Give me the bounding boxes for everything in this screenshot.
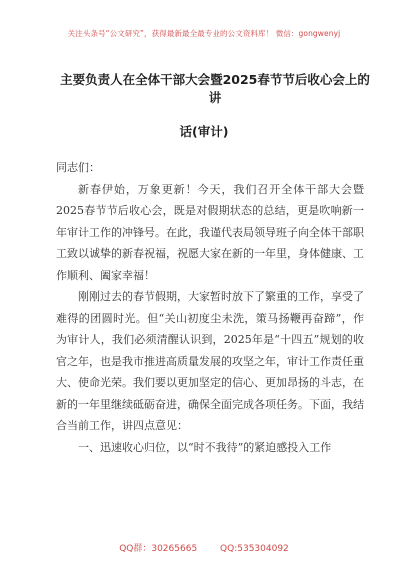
page-header-banner: 关注头条号“公文研究”，获得最新最全最专业的公文资料库！ 微信：gongwenyj <box>67 29 341 38</box>
footer-qq-group: QQ群：30265665 <box>119 544 198 554</box>
document-title: 主要负责人在全体干部大会暨2025春节节后收心会上的讲 <box>60 72 370 105</box>
paragraph: 新春伊始，万象更新！今天，我们召开全体干部大会暨2025春节节后收心会，既是对假期状态的总结，更是吹响新一年审计工作的冲锋号。在此，我谨代表局领导班子向全体干部职工致以诚挚的新春祝福，祝愿大家在新的一年里，身体健康、工作顺利、阖家幸福！ <box>56 182 364 282</box>
footer-qq-contact: QQ:535304092 <box>220 544 289 554</box>
document-title-continued: 话(审计) <box>179 124 229 139</box>
page-footer <box>0 541 408 554</box>
document-body <box>56 157 364 458</box>
salutation: 同志们： <box>56 161 100 174</box>
paragraph: 刚刚过去的春节假期，大家暂时放下了繁重的工作，享受了难得的团圆时光。但“关山初度尘未洗，策马扬鞭再奋蹄”，作为审计人，我们必须清醒认识到，2025年是“十四五”规划的收官之年，也是我市推进高质量发展的攻坚之年，审计工作责任重大、使命光荣。我们要以更加坚定的信心、更加昂扬的斗志，在新的一年里继续砥砺奋进，确保全面完成各项任务。下面，我结合当前工作，讲四点意见： <box>56 290 364 432</box>
section-heading: 一、迅速收心归位，以“时不我待”的紧迫感投入工作 <box>78 440 332 454</box>
